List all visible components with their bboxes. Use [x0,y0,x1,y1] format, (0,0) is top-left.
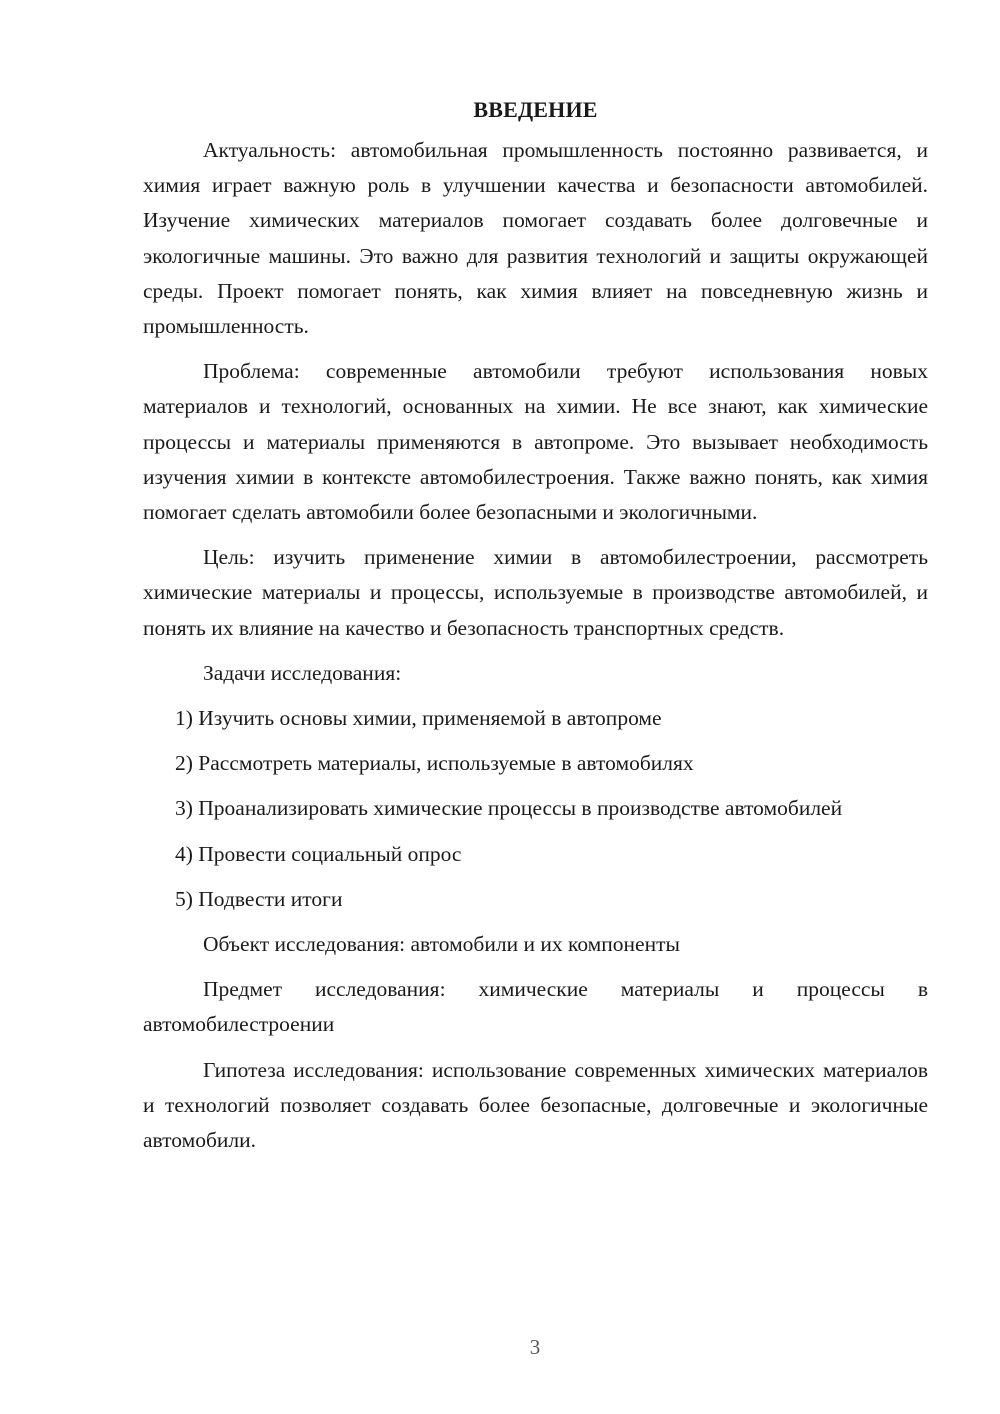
goal-paragraph: Цель: изучить применение химии в автомобилестроении, рассмотреть химические материалы и процессы, используемые в производстве автомобилей, и понять их влияние на качество и безопасность транспортных средств. [143,545,928,640]
task-item-5: 5) Подвести итоги [175,886,343,911]
task-item-1: 1) Изучить основы химии, применяемой в автопроме [175,706,662,731]
relevance-paragraph: Актуальность: автомобильная промышленность постоянно развивается, и химия играет важную роль в улучшении качества и безопасности автомобилей. Изучение химических материалов помогает создавать более долговечные и экологичные машины. Это важно для развития технологий и защиты окружающей среды. Проект помогает понять, как химия влияет на повседневную жизнь и промышленность. [143,138,928,339]
subject-paragraph: Предмет исследования: химические материалы и процессы в автомобилестроении [143,977,928,1037]
object-paragraph: Объект исследования: автомобили и их компоненты [203,932,680,957]
task-item-3: 3) Проанализировать химические процессы в производстве автомобилей [175,796,843,821]
task-item-2: 2) Рассмотреть материалы, используемые в автомобилях [175,751,694,776]
task-item-4: 4) Провести социальный опрос [175,841,462,866]
page-number: 3 [529,1335,541,1359]
hypothesis-paragraph: Гипотеза исследования: использование современных химических материалов и технологий позволяет создавать более безопасные, долговечные и экологичные автомобили. [143,1057,928,1153]
tasks-heading: Задачи исследования: [203,660,402,685]
page-title: ВВЕДЕНИЕ [473,97,598,122]
document-page [143,92,928,1168]
problem-paragraph: Проблема: современные автомобили требуют использования новых материалов и технологий, основанных на химии. Не все знают, как химические процессы и материалы применяются в автопроме. Это вызывает необходимость изучения химии в контексте автомобилестроения. Также важно понять, как химия помогает сделать автомобили более безопасными и экологичными. [143,359,928,525]
